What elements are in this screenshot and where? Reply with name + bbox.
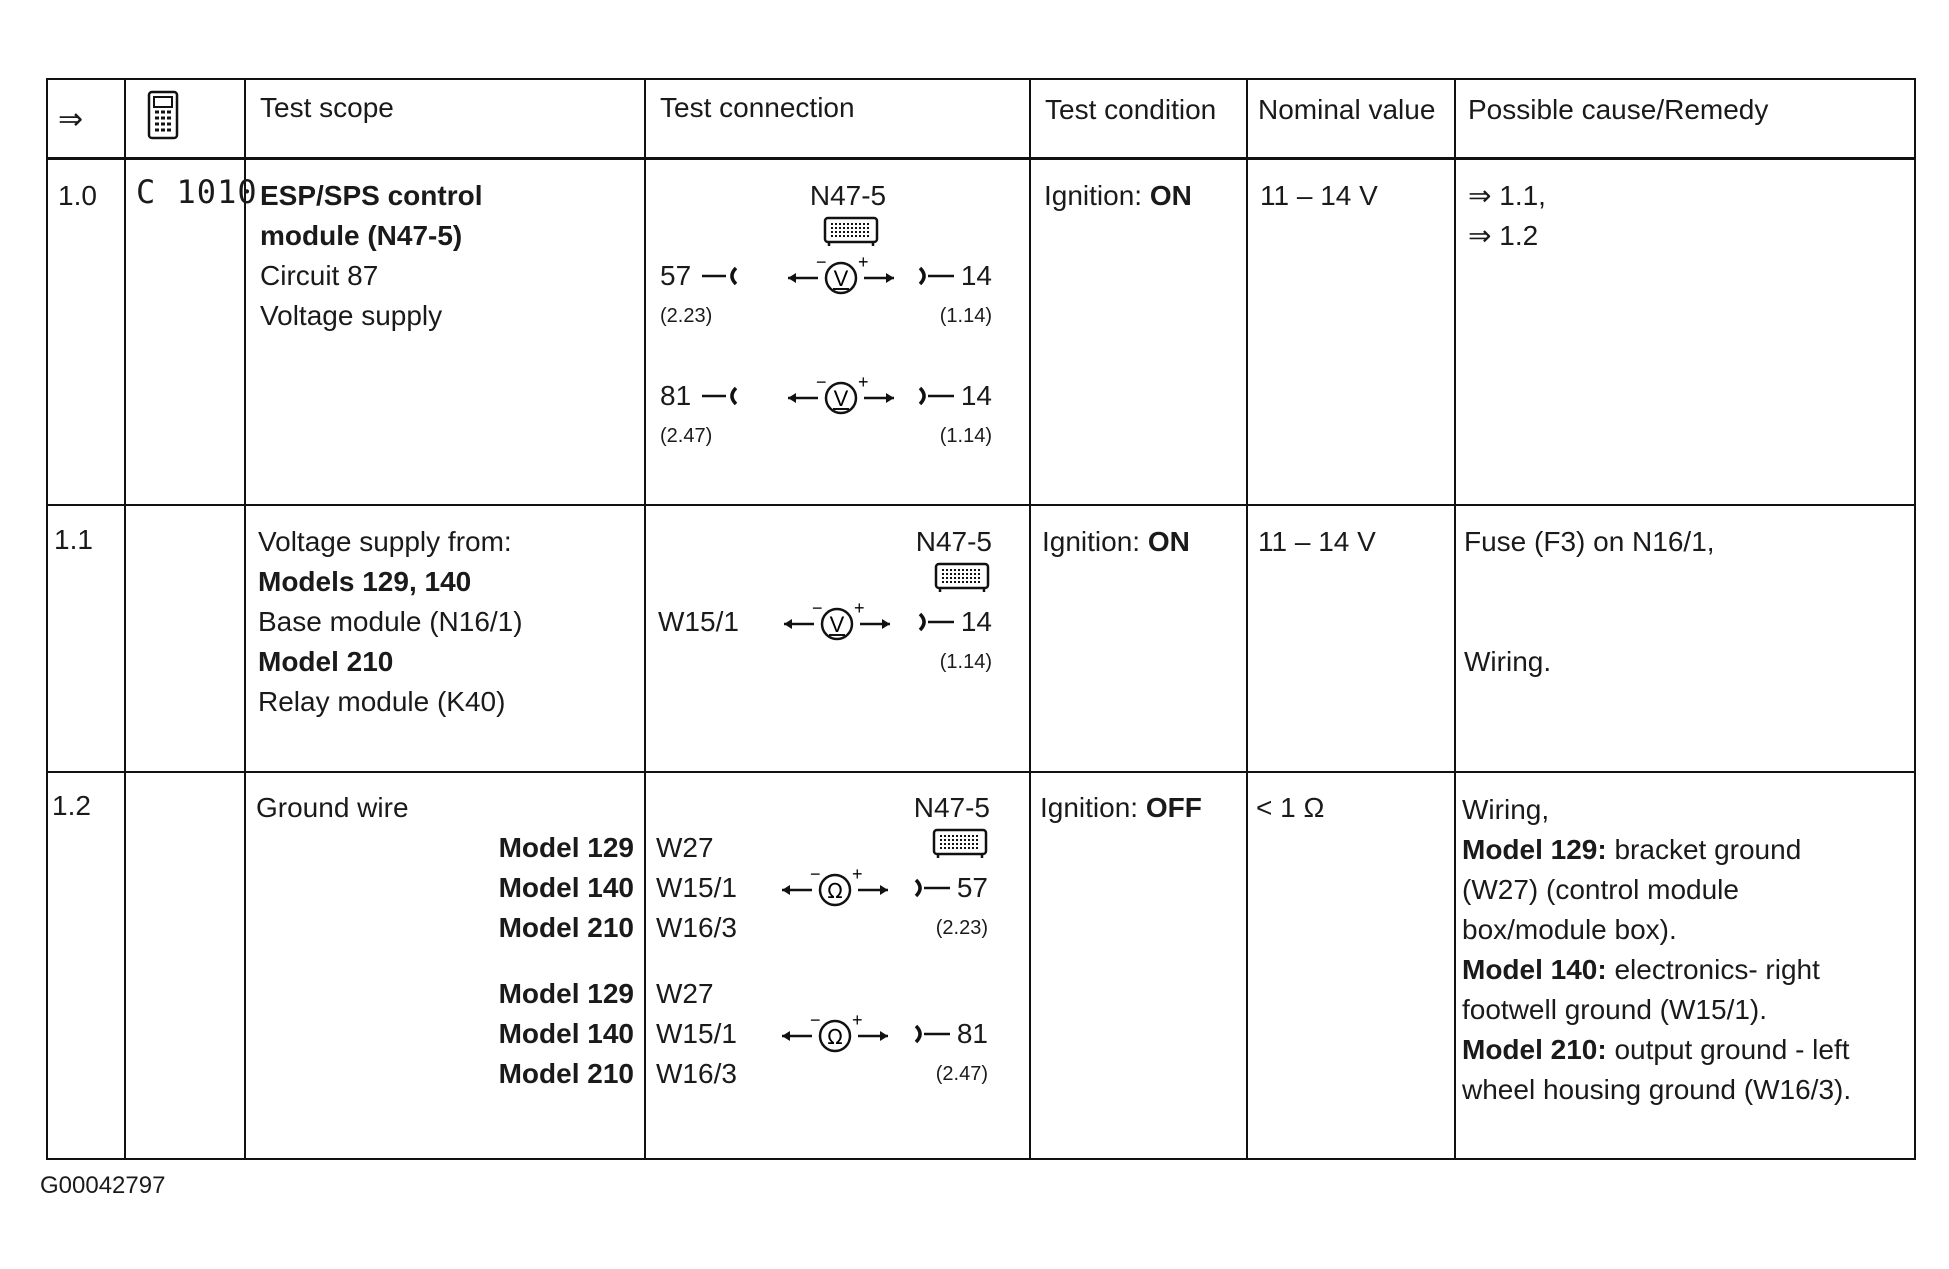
svg-text:+: + (852, 1012, 863, 1030)
header-nominal-value: Nominal value (1258, 94, 1436, 125)
pin-to-sub: (1.14) (939, 305, 992, 327)
ground-point: W16/3 (656, 1058, 737, 1089)
svg-text:−: − (812, 600, 823, 618)
fault-code: C 1010 (136, 173, 258, 211)
pin-to-sub: (2.47) (935, 1063, 988, 1085)
ohmmeter-icon (780, 866, 890, 910)
remedy-text: electronics- right (1606, 954, 1820, 985)
condition-label: Ignition: (1040, 792, 1139, 823)
diagnosis-table (46, 78, 1916, 1160)
connector-block-icon (932, 828, 988, 860)
scope-line: ESP/SPS control (260, 180, 483, 211)
connector-label: N47-5 (913, 792, 990, 823)
remedy-line (1462, 790, 1549, 830)
col-divider (124, 80, 126, 1158)
svg-text:+: + (854, 600, 865, 618)
model-label: Model 210 (498, 912, 634, 943)
voltmeter-icon (786, 254, 896, 298)
probe-pin-icon (700, 384, 740, 408)
remedy-text: (W27) (control module (1462, 874, 1739, 905)
remedy-line (1462, 950, 1820, 990)
header-divider (48, 157, 1914, 160)
pin-from-sub: (2.47) (660, 425, 713, 447)
remedy-text: bracket ground (1606, 834, 1802, 865)
remedy-line: Fuse (F3) on N16/1, (1464, 526, 1715, 557)
model-label: Model 140 (498, 1018, 634, 1049)
test-condition (1042, 522, 1190, 562)
col-divider (1246, 80, 1248, 1158)
pin-to: 14 (960, 380, 992, 411)
ground-point: W16/3 (656, 912, 737, 943)
ground-point: W15/1 (656, 1018, 737, 1049)
pin-to: 14 (960, 606, 992, 637)
voltmeter-icon (782, 600, 892, 644)
test-condition (1040, 788, 1202, 828)
pin-to: 57 (956, 872, 988, 903)
pin-to-sub: (1.14) (939, 425, 992, 447)
col-divider (644, 80, 646, 1158)
pin-to: 81 (956, 1018, 988, 1049)
row-divider-2 (48, 771, 1914, 773)
remedy-line (1462, 1030, 1850, 1070)
svg-text:−: − (810, 1012, 821, 1030)
svg-text:+: + (852, 866, 863, 884)
condition-value: ON (1149, 180, 1192, 211)
nominal-value: 11 – 14 V (1260, 180, 1378, 211)
remedy-line (1462, 830, 1801, 870)
pin-from: W15/1 (658, 606, 739, 637)
row-divider-1 (48, 504, 1914, 506)
header-test-connection: Test connection (660, 92, 855, 123)
svg-text:+: + (858, 374, 869, 392)
svg-text:V: V (833, 386, 849, 411)
remedy-line: ⇒ 1.2 (1468, 220, 1539, 251)
connector-block-icon (934, 562, 990, 594)
connector-block-icon (823, 216, 879, 248)
col-divider (1029, 80, 1031, 1158)
col-divider (244, 80, 246, 1158)
remedy-model: Model 140: (1462, 954, 1607, 985)
remedy-line: Wiring. (1464, 646, 1552, 677)
header-test-condition: Test condition (1045, 94, 1217, 125)
tester-device-icon (146, 90, 182, 142)
scope-line: Base module (N16/1) (258, 606, 523, 637)
scope-line: Model 210 (258, 646, 394, 677)
remedy-model: Model 129: (1462, 834, 1607, 865)
connector-label: N47-5 (809, 180, 887, 211)
probe-pin-icon (700, 264, 740, 288)
model-label: Model 140 (498, 872, 634, 903)
col-divider (1454, 80, 1456, 1158)
svg-text:Ω: Ω (827, 879, 843, 903)
remedy-text: footwell ground (W15/1). (1462, 994, 1768, 1025)
scope-line: Relay module (K40) (258, 686, 506, 717)
ground-point: W15/1 (656, 872, 737, 903)
nominal-value: 11 – 14 V (1258, 526, 1376, 557)
ground-point: W27 (656, 978, 714, 1009)
test-condition (1044, 176, 1192, 216)
pin-from: 81 (660, 380, 692, 411)
remedy-line (1462, 1070, 1851, 1110)
svg-text:−: − (816, 254, 827, 272)
step-number: 1.0 (58, 180, 97, 211)
remedy-text: output ground - left (1606, 1034, 1850, 1065)
svg-text:−: − (816, 374, 827, 392)
scope-line: Circuit 87 (260, 260, 379, 291)
connector-label: N47-5 (915, 526, 992, 557)
scope-line: Voltage supply (260, 300, 443, 331)
remedy-line (1462, 870, 1739, 910)
svg-text:Ω: Ω (827, 1025, 843, 1049)
svg-text:V: V (833, 266, 849, 291)
step-number: 1.1 (54, 524, 93, 555)
remedy-line (1462, 910, 1677, 950)
remedy-model: Model 210: (1462, 1034, 1607, 1065)
pin-from-sub: (2.23) (660, 305, 713, 327)
ground-point: W27 (656, 832, 714, 863)
remedy-text: Wiring, (1462, 794, 1550, 825)
condition-label: Ignition: (1042, 526, 1141, 557)
svg-text:−: − (810, 866, 821, 884)
pin-to-sub: (2.23) (935, 917, 988, 939)
remedy-line (1462, 990, 1767, 1030)
remedy-text: box/module box). (1462, 914, 1677, 945)
scope-line: module (N47-5) (260, 220, 463, 251)
pin-from: 57 (660, 260, 692, 291)
condition-label: Ignition: (1044, 180, 1143, 211)
header-remedy: Possible cause/Remedy (1468, 94, 1769, 125)
nominal-value: < 1 Ω (1256, 792, 1325, 823)
model-label: Model 210 (498, 1058, 634, 1089)
scope-title: Ground wire (256, 792, 409, 823)
svg-text:+: + (858, 254, 869, 272)
condition-value: OFF (1145, 792, 1202, 823)
voltmeter-icon (786, 374, 896, 418)
condition-value: ON (1147, 526, 1190, 557)
remedy-text: wheel housing ground (W16/3). (1462, 1074, 1852, 1105)
model-label: Model 129 (498, 978, 634, 1009)
header-test-scope: Test scope (260, 92, 394, 123)
scope-line: Models 129, 140 (258, 566, 472, 597)
remedy-line: ⇒ 1.1, (1468, 180, 1546, 211)
step-arrow-header: ⇒ (58, 103, 84, 136)
svg-text:V: V (829, 612, 845, 637)
ohmmeter-icon (780, 1012, 890, 1056)
scope-line: Voltage supply from: (258, 526, 512, 557)
pin-to-sub: (1.14) (939, 651, 992, 673)
pin-to: 14 (960, 260, 992, 291)
step-number: 1.2 (52, 790, 91, 821)
model-label: Model 129 (498, 832, 634, 863)
figure-id: G00042797 (40, 1172, 166, 1199)
